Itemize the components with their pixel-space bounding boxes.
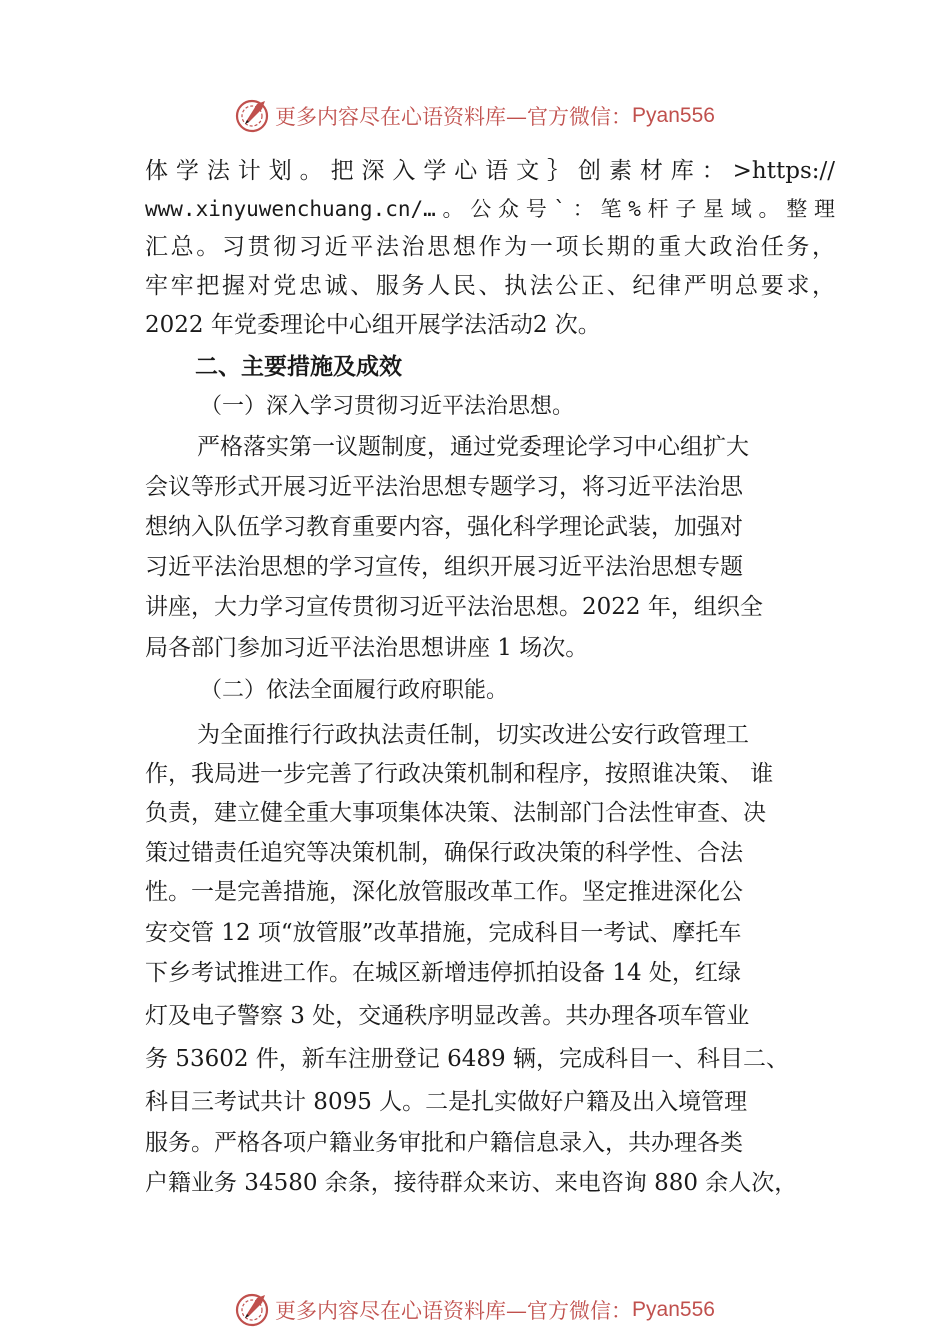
- subsection-heading: （二）依法全面履行政府职能。: [200, 678, 509, 703]
- paragraph-line: 作，我局进一步完善了行政决策机制和程序，按照谁决策、 谁: [145, 761, 774, 787]
- paragraph-line: 安交管 12 项“放管服”改革措施，完成科目一考试、摩托车: [145, 920, 742, 946]
- paragraph-line: 汇总。习贯彻习近平法治思想作为一项长期的重大政治任务，: [145, 234, 835, 260]
- paragraph-line: 局各部门参加习近平法治思想讲座 1 场次。: [145, 635, 589, 661]
- paragraph-line: www.xinyuwenchuang.cn/…。公众号`：笔%杆子星域。整理: [145, 197, 835, 221]
- pen-logo-icon: [235, 99, 269, 133]
- paragraph-line: 负责，建立健全重大事项集体决策、法制部门合法性审查、决: [145, 800, 766, 826]
- pen-logo-icon: [235, 1293, 269, 1327]
- subsection-heading: （一）深入学习贯彻习近平法治思想。: [200, 394, 575, 419]
- paragraph-line: 服务。严格各项户籍业务审批和户籍信息录入，共办理各类: [145, 1130, 743, 1156]
- paragraph-line: 性。一是完善措施，深化放管服改革工作。坚定推进深化公: [145, 879, 743, 905]
- paragraph-line: 灯及电子警察 3 处，交通秩序明显改善。共办理各项车管业: [145, 1003, 750, 1029]
- paragraph-line: 务 53602 件，新车注册登记 6489 辆，完成科目一、科目二、: [145, 1046, 789, 1072]
- paragraph-line: 下乡考试推进工作。在城区新增违停抓拍设备 14 处，红绿: [145, 960, 741, 986]
- paragraph-line: 体学法计划。把深入学心语文｝创素材库：>https://: [145, 158, 835, 184]
- banner-text: 更多内容尽在心语资料库—官方微信：: [275, 1299, 633, 1323]
- banner-wechat-id: Pyan556: [632, 1298, 715, 1321]
- section-heading: 二、主要措施及成效: [195, 354, 402, 380]
- paragraph-line: 科目三考试共计 8095 人。二是扎实做好户籍及出入境管理: [145, 1089, 748, 1115]
- paragraph-line: 策过错责任追究等决策机制，确保行政决策的科学性、合法: [145, 840, 743, 866]
- paragraph-line: 讲座，大力学习宣传贯彻习近平法治思想。2022 年，组织全: [145, 594, 763, 620]
- paragraph-line: 为全面推行行政执法责任制，切实改进公安行政管理工: [197, 722, 749, 748]
- banner-wechat-id: Pyan556: [632, 104, 715, 127]
- paragraph-line: 想纳入队伍学习教育重要内容，强化科学理论武装，加强对: [145, 514, 743, 540]
- paragraph-line: 户籍业务 34580 余条，接待群众来访、来电咨询 880 余人次，: [145, 1170, 798, 1196]
- paragraph-line: 会议等形式开展习近平法治思想专题学习，将习近平法治思: [145, 474, 743, 500]
- header-banner: [0, 96, 950, 136]
- footer-banner: [0, 1290, 950, 1330]
- banner-text: 更多内容尽在心语资料库—官方微信：: [275, 105, 633, 129]
- paragraph-line: 2022 年党委理论中心组开展学法活动2 次。: [145, 312, 601, 338]
- paragraph-line: 严格落实第一议题制度，通过党委理论学习中心组扩大: [197, 434, 749, 460]
- paragraph-line: 习近平法治思想的学习宣传，组织开展习近平法治思想专题: [145, 554, 743, 580]
- paragraph-line: 牢牢把握对党忠诚、服务人民、执法公正、纪律严明总要求，: [145, 273, 835, 299]
